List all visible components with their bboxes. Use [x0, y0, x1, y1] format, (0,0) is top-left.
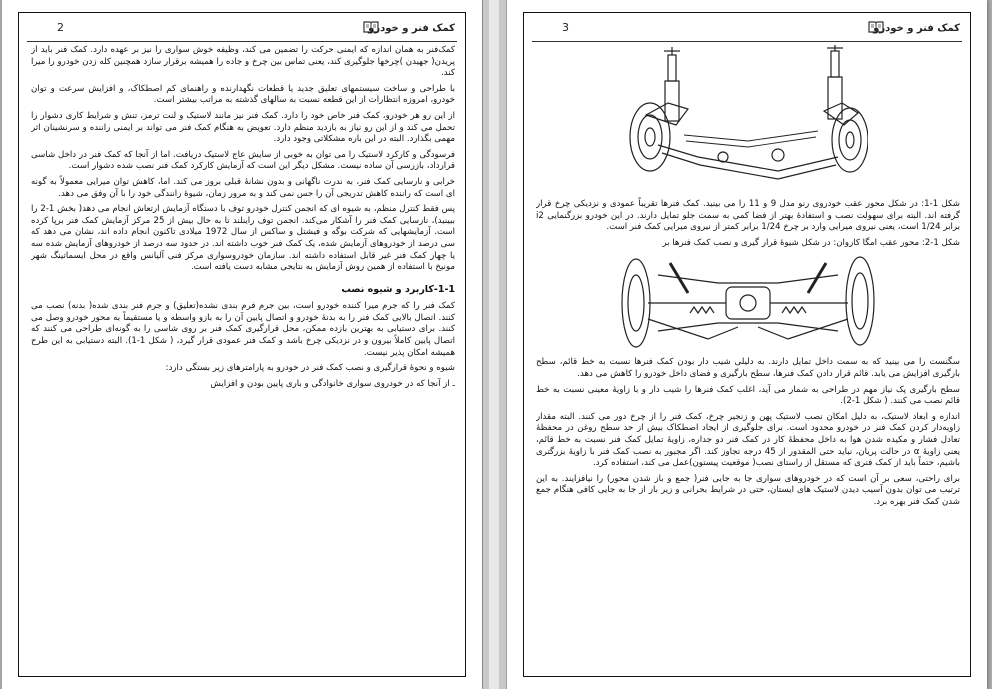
page-border — [523, 12, 971, 677]
paragraph: با طراحی و ساخت سیستمهای تعلیق جدید یا قطعات نگهدارنده و راهنمای کم اصطکاک، و افزایش سرعت و توان خودرو، امروزه انتظارات از این قطعه نسبت به سالهای گذشته به مراتب بیشتر است. — [31, 83, 455, 106]
section-title: 1-1-کاربرد و شیوه نصب — [341, 283, 455, 295]
list-item — [31, 379, 455, 391]
paragraph: کمک‌فنر به همان اندازه که ایمنی حرکت را تضمین می کند، وظیفه خوش سواری را نیز بر عهده دارد. کمک فنر باید از پریدن( جهیدن )چرخها جلوگیری کند، یعنی تماس بین چرخ و جاده را همیشه برقرار سازد همچنین کله زدن خودرو را میرا کند. — [31, 45, 455, 79]
figure-rear-axle-omega — [618, 253, 878, 351]
page-border — [18, 12, 466, 677]
page-header-title: کمک فنر و خودرو — [368, 23, 455, 34]
document-page-left — [2, 0, 482, 689]
paragraph: اندازه و ابعاد لاستیک، به دلیل امکان نصب لاستیک پهن و زنجیر چرخ، کمک فنر را از چرخ دور می کنند. البته مقدار زاویه‌دار کردن کمک فنر در خودرو محدود است. برای جلوگیری از ایجاد اصطکاک بیش از حد سطح روغن در محفظهٔ تعادل فشار و مکیده شدن هوا به داخل محفظهٔ کار در کمک فنر دو جداره، زاویهٔ تمایل کمک فنر نسبت به خط قائم، یعنی زاویهٔ α در حالت پریان، نباید حتی المقدور از 45 درجه تجاوز کند. اگر مجبور به نصب کمک فنر با زاویهٔ بزرگتری باشیم، حتماً باید از کمک فنری که مستقل از راستای نصب( موقعیت پیستون)عمل می کند، استفاده کرد. — [536, 411, 960, 469]
paragraph: از این رو هر خودرو، کمک فنر خاص خود را دارد. کمک فنر نیز مانند لاستیک و لنت ترمز، تنش و شرایط کاری دشوار را تحمل می کند و از این رو نیاز به بازدید منظم دارد. تعویض به هنگام کمک فنر می تواند بر ایمنی راننده و سرنشینان اثر مهمی بگذارد. البته در این باره مشکلاتی وجود دارد. — [31, 110, 455, 145]
paragraph: سگنست را می بینید که به سمت داخل تمایل دارند. به دلیلی شیب دار بودن کمک فنرها نسبت به خط قائم، سطح بارگیری افزایش می یابد. قائم قرار دادن کمک فنرها، سطح بارگیری و فضای داخل خودرو را کاهش می دهد. — [536, 357, 960, 379]
document-page-right — [507, 0, 987, 689]
page-number: 3 — [562, 21, 569, 34]
page-header — [532, 19, 962, 42]
paragraph: خرابی و نارسایی کمک فنر، به ندرت ناگهانی و بدون نشانهٔ قبلی بروز می کند. اما، کاهش توان میرایی معمولاً به گونه ای است که راننده کاهش تدریجی آن را حس نمی کند و به مرور زمان، شیوهٔ رانندگی خود را با آن وفق می دهد. — [31, 176, 455, 199]
page-header-title: کمک فنر و خودرو — [873, 23, 960, 34]
figure-caption: شکل 1-1: در شکل محور عقب خودروی رنو مدل 9 و 11 را می بینید. کمک فنرها تقریباً عمودی و نزدیکی چرخ قرار گرفته اند. البته برای سهولت نصب و استفادهٔ بهتر از فضا کمی به سمت جلو تمایل دارند. در این خودرو بزرگنمایی i2 برابر 1/24 است، یعنی نیروی میرایی وارد بر چرخ 1/24 برابر کمتر از نیروی میرایی کمک فنر است. — [536, 199, 960, 233]
figure-rear-axle-renault — [628, 45, 868, 193]
vertical-scrollbar[interactable] — [489, 0, 499, 689]
paragraph: برای راحتی، سعی بر آن است که در خودروهای سواری جا به جایی فنر( جمع و باز شدن محور) را نیافزایند. به این ترتیب می توان بدون آسیب دیدن لاستیک های ایستان، حتی در شرایط بحرانی و زیر بار از جا به جایی کافی هنگام جمع شدن کمک فنر بهره برد. — [536, 473, 960, 507]
page-number: 2 — [57, 21, 64, 34]
paragraph: کمک فنر را که جرم میرا کننده خودرو است، بین جرم فرم بندی نشده(تعلیق) و جرم فنر بندی شده( بدنه) نصب می کنند. اتصال بالایی کمک فنر را به بدنهٔ خودرو و اتصال پایین آن را به بازو واسطه و یا مستقیماً به محور خودرو وصل می کنند. برای دستیابی به بهترین بازده ممکن، محل قرارگیری کمک فنر بر روی شاسی را به گونه‌ای طراحی می کنند که اتصال پایین کاملاً بیرون و در نزدیکی چرخ باشد و کمک فنر عمودی قرار گیرد، ( شکل 1-1). البته دستیابی به این طرح همیشه امکان پذیر نیست. — [31, 301, 455, 358]
bullet: ـ — [452, 378, 455, 389]
paragraph: شیوه و نحوهٔ قرارگیری و نصب کمک فنر در خودرو به پارامترهای زیر بستگی دارد: — [165, 363, 455, 374]
list-item-text: از آنجا که در خودروی سواری خانوادگی و باری پایین بودن و افزایش — [210, 378, 450, 389]
figure-caption: شکل 1-2: محور عقب امگا کاروان: در شکل شیوهٔ قرار گیری و نصب کمک فنرها بر — [662, 237, 960, 248]
page-gutter — [483, 0, 506, 689]
paragraph: پس فقط کنترل منظم، به شیوه ای که انجمن کنترل خودرو توف با دستگاه آزمایش ارتعاش انجام می دهد( بخش 1-2 را ببینید)، نارسایی کمک فنر را آشکار می‌کند. انجمن توف راینلند تا به حال بیش از 25 مرکز آزمایش کمک فنر برپا کرده است. آزمایشهایی که شرکت بوگه و فیشتل و ساکس از سال 1972 میلادی تاکنون انجام داده اند، نشان می دهد که سی درصد از خودروهای آزمایش شده، یک کمک فنر خوب داشته اند. در حدود سه درصد از خودروهای آزمایش شده سه یا چهار کمک فنر غیر قابل استفاده داشته اند. سازمان خودروسواری مرکز فنی آلیانس واقع در محل ایسماتینگ شهر مونیخ با استفاده از همین روش آزمایش به نتایجی مشابه دست یافته است. — [31, 204, 455, 273]
page-body — [536, 45, 960, 668]
page-body — [31, 45, 455, 668]
paragraph: سطح بارگیری پک نیاز مهم در طراحی به شمار می آید، اغلب کمک فنرها را شیب دار و با زاویهٔ معینی نسبت به خط قائم نصب می کنند. ( شکل 1-2). — [536, 384, 960, 407]
page-header — [27, 19, 457, 42]
paragraph: فرسودگی و کارکرد لاستیک را می توان به خوبی از سایش عاج لاستیک دریافت. اما از آنجا که کمک فنر در داخل شاسی قرارداد، بازرسی آن ساده نیست. مشکل دیگر این است که آزمایش کارکرد کمک فنر نصب شده دشوار است. — [31, 149, 455, 172]
